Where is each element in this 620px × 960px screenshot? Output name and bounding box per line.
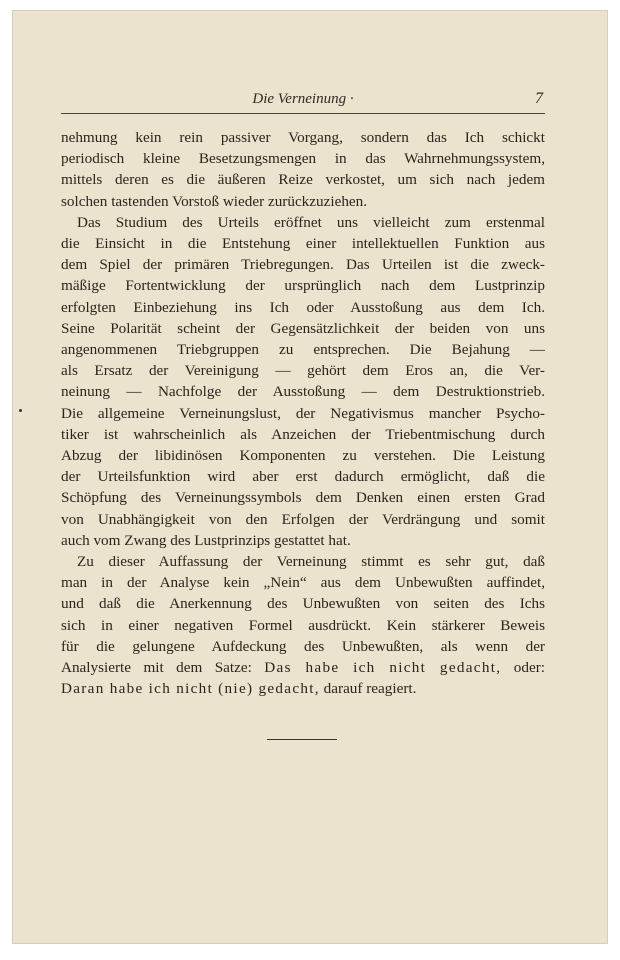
text-line: Seine Polarität scheint der Gegensätzlichkeit der beiden von uns (61, 319, 545, 337)
text-line: sich in einer negativen Formel ausdrückt. Kein stärkerer Beweis (61, 616, 545, 634)
paragraph-1 (61, 127, 545, 212)
text-line: für die gelungene Aufdeckung des Unbewußten, als wenn der (61, 637, 545, 655)
text-line: Schöpfung des Verneinungssymbols dem Denken einen ersten Grad (61, 489, 545, 507)
text-line: die Einsicht in die Entstehung einer intellektuellen Funktion aus (61, 235, 545, 253)
body-text (61, 127, 545, 699)
margin-mark (19, 409, 22, 412)
text-line: Das Studium des Urteils eröffnet uns vielleicht zum erstenmal (77, 213, 545, 231)
text-line: mäßige Fortentwicklung der ursprünglich nach dem Lustprinzip (61, 277, 545, 295)
text-line: Abzug der libidinösen Komponenten zu verstehen. Die Leistung (61, 447, 545, 465)
text-line: dem Spiel der primären Triebregungen. Das Urteilen ist die zweck- (61, 256, 545, 274)
running-header (61, 87, 545, 114)
book-page (12, 10, 608, 944)
paragraph-2 (61, 212, 545, 551)
text-line: angenommenen Triebgruppen zu entsprechen. Die Bejahung — (61, 341, 545, 359)
text-line: nehmung kein rein passiver Vorgang, sondern das Ich schickt (61, 129, 545, 146)
text-line: neinung — Nachfolge der Ausstoßung — dem Destruktionstrieb. (61, 383, 545, 401)
text-line: Zu dieser Auffassung der Verneinung stimmt es sehr gut, daß (77, 553, 545, 571)
text-line: und daß die Anerkennung des Unbewußten von seiten des Ichs (61, 595, 545, 613)
emphasized-quote: Daran habe ich nicht (nie) gedacht, (61, 680, 320, 698)
running-title: Die Verneinung · (252, 91, 354, 107)
section-end-rule (267, 739, 337, 740)
text-line: als Ersatz der Vereinigung — gehört dem Eros an, die Ver- (61, 362, 545, 380)
text-line: der Urteilsfunktion wird aber erst dadurch ermöglicht, daß die (61, 468, 545, 486)
text-segment: Analysierte mit dem Satze: (61, 659, 265, 677)
text-segment: oder: (501, 659, 545, 677)
text-line: erfolgten Einbeziehung ins Ich oder Ausstoßung aus dem Ich. (61, 298, 545, 316)
text-line (61, 678, 545, 699)
text-line: Die allgemeine Verneinungslust, der Negativismus mancher Psycho- (61, 404, 545, 422)
text-line: man in der Analyse kein „Nein“ aus dem Unbewußten auffindet, (61, 574, 545, 592)
emphasized-quote: Das habe ich nicht gedacht, (264, 659, 502, 677)
paragraph-3 (61, 551, 545, 699)
text-line: von Unabhängigkeit von den Erfolgen der Verdrängung und somit (61, 510, 545, 528)
text-line: auch vom Zwang des Lustprinzips gestattet hat. (61, 531, 351, 549)
page-number: 7 (535, 90, 543, 107)
text-segment: darauf reagiert. (319, 680, 417, 698)
text-line: tiker ist wahrscheinlich als Anzeichen der Triebentmischung durch (61, 425, 545, 443)
text-line: mittels deren es die äußeren Reize verkostet, um sich nach jedem (61, 171, 545, 189)
text-line: solchen tastenden Vorstoß wieder zurückzuziehen. (61, 192, 368, 210)
text-line: periodisch kleine Besetzungsmengen in das Wahrnehmungssystem, (61, 150, 545, 168)
text-line (61, 657, 545, 678)
